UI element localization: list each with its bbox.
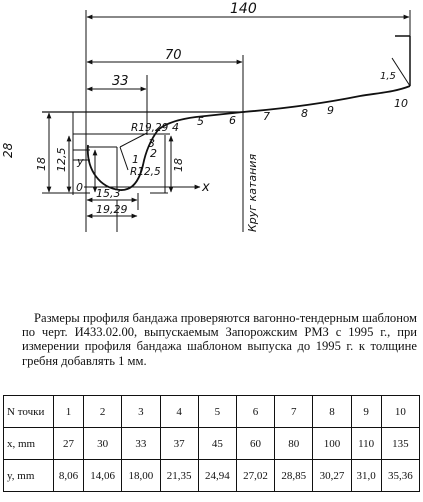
- table-row-x: [4, 428, 420, 460]
- table-cell: 8: [313, 396, 351, 428]
- dim-radius-12-5: R12,5: [130, 166, 161, 178]
- dim-width-19-29: 19,29: [96, 203, 128, 216]
- dim-height-12-5: 12,5: [55, 147, 68, 172]
- table-cell: 5: [198, 396, 236, 428]
- axis-y-label: y: [77, 155, 84, 168]
- table-cell: 8,06: [54, 460, 84, 492]
- row-header-points: N точки: [4, 396, 54, 428]
- point-label-8: 8: [301, 107, 308, 120]
- profile-points-table: [3, 395, 420, 492]
- table-cell: 30: [84, 428, 122, 460]
- dim-height-18-left: 18: [35, 157, 48, 171]
- point-label-10: 10: [394, 97, 408, 110]
- table-cell: 27,02: [236, 460, 274, 492]
- point-label-7: 7: [263, 110, 270, 123]
- table-cell: 37: [160, 428, 198, 460]
- table-cell: 35,36: [381, 460, 419, 492]
- table-cell: 31,0: [351, 460, 381, 492]
- table-cell: 27: [54, 428, 84, 460]
- table-cell: 80: [275, 428, 313, 460]
- table-cell: 2: [84, 396, 122, 428]
- table-cell: 45: [198, 428, 236, 460]
- table-cell: 7: [275, 396, 313, 428]
- table-cell: 100: [313, 428, 351, 460]
- table-cell: 14,06: [84, 460, 122, 492]
- dim-total-width: 140: [230, 1, 257, 17]
- point-label-5: 5: [197, 115, 204, 128]
- point-label-6: 6: [229, 114, 236, 127]
- table-cell: 18,00: [122, 460, 160, 492]
- dim-height-28: 28: [1, 142, 15, 158]
- dim-height-18-right: 18: [172, 158, 185, 172]
- table-cell: 3: [122, 396, 160, 428]
- table-cell: 135: [381, 428, 419, 460]
- table-cell: 33: [122, 428, 160, 460]
- point-label-9: 9: [327, 104, 334, 117]
- table-cell: 24,94: [198, 460, 236, 492]
- table-cell: 4: [160, 396, 198, 428]
- table-cell: 30,27: [313, 460, 351, 492]
- table-cell: 10: [381, 396, 419, 428]
- table-cell: 1: [54, 396, 84, 428]
- table-row-y: [4, 460, 420, 492]
- row-header-y: y, mm: [4, 460, 54, 492]
- dim-width-70: 70: [165, 48, 182, 63]
- profile-caption: Размеры профиля бандажа проверяются вагонно-тендерным шаблоном по черт. И433.02.00, выпускаемым Запорожским РМЗ с 1995 г., при измерении профиля бандажа шаблоном выпуска до 1995 г. к толщине гребня добавлять 1 мм.: [22, 310, 417, 368]
- dim-angle-1-5: 1,5: [380, 71, 396, 82]
- point-label-3: 3: [148, 137, 155, 150]
- table-row-points: [4, 396, 420, 428]
- table-cell: 21,35: [160, 460, 198, 492]
- point-label-4: 4: [172, 121, 179, 134]
- point-label-1: 1: [132, 153, 139, 166]
- table-cell: 60: [236, 428, 274, 460]
- table-cell: 6: [236, 396, 274, 428]
- table-cell: 9: [351, 396, 381, 428]
- axis-x-label: x: [202, 180, 210, 195]
- table-cell: 110: [351, 428, 381, 460]
- axis-origin-label: 0: [76, 181, 83, 194]
- dim-radius-19-29: R19,29: [131, 122, 169, 134]
- point-label-2: 2: [150, 147, 157, 160]
- rolling-circle-label: Круг катания: [246, 153, 259, 232]
- dim-width-33: 33: [112, 74, 129, 89]
- row-header-x: x, mm: [4, 428, 54, 460]
- table-cell: 28,85: [275, 460, 313, 492]
- dim-width-15-3: 15,3: [96, 187, 121, 200]
